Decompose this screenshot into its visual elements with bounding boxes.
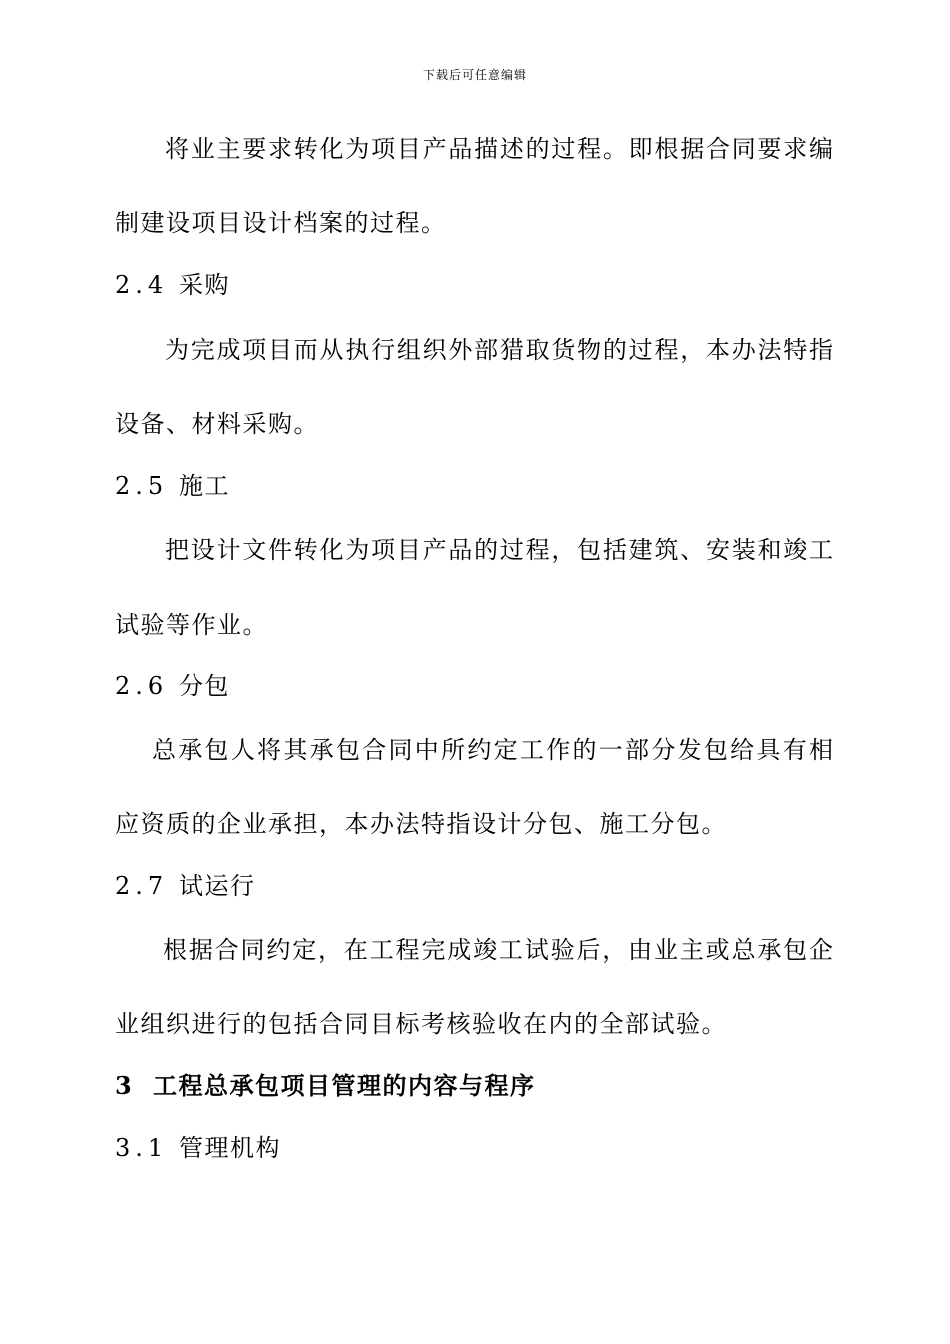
section-heading-2-6 <box>115 671 230 701</box>
section-number: 2.6 <box>115 672 169 700</box>
section-title: 分包 <box>179 672 230 700</box>
body-text-line: 业组织进行的包括合同目标考核验收在内的全部试验。 <box>115 1010 727 1038</box>
section-title: 工程总承包项目管理的内容与程序 <box>153 1071 536 1100</box>
section-title: 施工 <box>179 472 230 500</box>
body-text-line: 把设计文件转化为项目产品的过程，包括建筑、安装和竣工 <box>165 536 833 564</box>
section-heading-3-1 <box>115 1133 281 1163</box>
section-number: 2.4 <box>115 271 169 299</box>
body-text-line: 将业主要求转化为项目产品描述的过程。即根据合同要求编 <box>165 135 833 163</box>
body-text-line: 总承包人将其承包合同中所约定工作的一部分发包给具有相 <box>152 736 833 764</box>
section-heading-2-7 <box>115 871 256 901</box>
section-heading-3 <box>115 1071 536 1101</box>
body-text-line: 制建设项目设计档案的过程。 <box>115 209 447 237</box>
body-text-line: 应资质的企业承担，本办法特指设计分包、施工分包。 <box>115 810 727 838</box>
section-heading-2-5 <box>115 471 230 501</box>
section-number: 3.1 <box>115 1134 169 1162</box>
section-title: 采购 <box>179 271 230 299</box>
section-title: 试运行 <box>179 872 256 900</box>
section-number: 3 <box>115 1071 137 1100</box>
section-heading-2-4 <box>115 270 230 300</box>
page-header: 下载后可任意编辑 <box>422 68 527 82</box>
body-text-line: 为完成项目而从执行组织外部猎取货物的过程，本办法特指 <box>165 336 833 364</box>
section-number: 2.7 <box>115 872 169 900</box>
section-number: 2.5 <box>115 472 169 500</box>
body-text-line: 设备、材料采购。 <box>115 410 319 438</box>
body-text-line: 根据合同约定，在工程完成竣工试验后，由业主或总承包企 <box>163 936 833 964</box>
body-text-line: 试验等作业。 <box>115 611 268 639</box>
section-title: 管理机构 <box>179 1134 281 1162</box>
